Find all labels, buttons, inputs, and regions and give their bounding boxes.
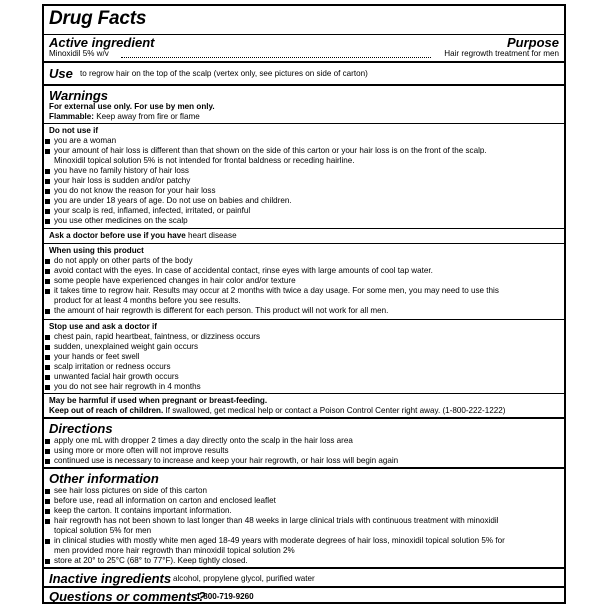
inactive-ingredients-text: alcohol, propylene glycol, purified water xyxy=(173,574,315,583)
list-item: you do not see hair regrowth in 4 months xyxy=(54,382,201,391)
list-item: sudden, unexplained weight gain occurs xyxy=(54,342,198,351)
dot-leader xyxy=(121,57,431,58)
other-information-section xyxy=(44,469,564,569)
list-item-continuation: topical solution 5% for men xyxy=(54,526,152,535)
list-item-continuation: product for at least 4 months before you see results. xyxy=(54,296,241,305)
list-item: you have no family history of hair loss xyxy=(54,166,189,175)
inactive-ingredients-section xyxy=(44,569,564,588)
warnings-heading: Warnings xyxy=(49,88,108,103)
active-ingredient-value: Minoxidil 5% w/v xyxy=(49,49,109,58)
list-item: some people have experienced changes in hair color and/or texture xyxy=(54,276,296,285)
list-item: hair regrowth has not been shown to last longer than 48 weeks in large clinical trials with continuous treatment with minoxidil xyxy=(54,516,499,525)
directions-heading: Directions xyxy=(49,421,113,436)
divider xyxy=(44,319,564,320)
list-item: do not apply on other parts of the body xyxy=(54,256,193,265)
list-item: continued use is necessary to increase and keep your hair regrowth, or hair loss will begin again xyxy=(54,456,399,465)
list-item: see hair loss pictures on side of this carton xyxy=(54,486,207,495)
list-item: scalp irritation or redness occurs xyxy=(54,362,171,371)
list-item: you are a woman xyxy=(54,136,117,145)
list-item: chest pain, rapid heartbeat, faintness, or dizziness occurs xyxy=(54,332,261,341)
list-item-continuation: Minoxidil topical solution 5% is not intended for frontal baldness or receding hairline. xyxy=(54,156,355,165)
list-item: it takes time to regrow hair. Results may occur at 2 months with twice a day usage. For some men, you may need to use this xyxy=(54,286,499,295)
list-item: you are under 18 years of age. Do not use on babies and children. xyxy=(54,196,292,205)
do-not-use-heading: Do not use if xyxy=(49,126,99,135)
list-item: the amount of hair regrowth is different for each person. This product will not work for all men. xyxy=(54,306,389,315)
header-section xyxy=(44,6,564,63)
warnings-section xyxy=(44,86,564,419)
list-item: your scalp is red, inflamed, infected, irritated, or painful xyxy=(54,206,251,215)
list-item: you use other medicines on the scalp xyxy=(54,216,188,225)
divider xyxy=(44,243,564,244)
directions-section xyxy=(44,419,564,469)
flammable-line xyxy=(49,112,200,122)
ask-doctor-label: Ask a doctor before use if you have xyxy=(49,231,186,240)
pregnancy-warning: May be harmful if used when pregnant or breast-feeding. xyxy=(49,396,268,405)
list-item: in clinical studies with mostly white men aged 18-49 years with moderate degrees of hair loss, minoxidil topical solution 5% for xyxy=(54,536,505,545)
flammable-text: Keep away from fire or flame xyxy=(96,112,200,121)
purpose-heading: Purpose xyxy=(506,35,559,50)
list-item: avoid contact with the eyes. In case of accidental contact, rinse eyes with large amounts of cool tap water. xyxy=(54,266,433,275)
use-section xyxy=(44,63,564,86)
ask-doctor-text: heart disease xyxy=(187,231,237,240)
ask-doctor-line xyxy=(49,231,237,241)
drug-facts-panel xyxy=(42,4,566,604)
flammable-label: Flammable: xyxy=(49,112,94,121)
divider xyxy=(44,393,564,394)
questions-heading: Questions or comments? xyxy=(49,589,206,604)
list-item-continuation: men provided more hair regrowth than minoxidil topical solution 2% xyxy=(54,546,295,555)
divider xyxy=(44,228,564,229)
children-warning-line xyxy=(49,406,505,416)
purpose-value: Hair regrowth treatment for men xyxy=(444,49,559,58)
drug-facts-title: Drug Facts xyxy=(49,8,147,29)
list-item: before use, read all information on carton and enclosed leaflet xyxy=(54,496,276,505)
inactive-ingredients-heading: Inactive ingredients xyxy=(49,571,172,586)
divider xyxy=(44,123,564,124)
list-item: using more or more often will not improve results xyxy=(54,446,229,455)
when-using-heading: When using this product xyxy=(49,246,144,255)
list-item: your hair loss is sudden and/or patchy xyxy=(54,176,191,185)
questions-section xyxy=(44,588,564,604)
list-item: apply one mL with dropper 2 times a day directly onto the scalp in the hair loss area xyxy=(54,436,353,445)
active-ingredient-heading: Active ingredient xyxy=(49,35,155,50)
list-item: your amount of hair loss is different than that shown on the side of this carton or your hair loss is on the front of the scalp. xyxy=(54,146,487,155)
children-label: Keep out of reach of children. xyxy=(49,406,164,415)
external-use-text: For external use only. For use by men only. xyxy=(49,102,215,111)
list-item: unwanted facial hair growth occurs xyxy=(54,372,179,381)
stop-use-heading: Stop use and ask a doctor if xyxy=(49,322,157,331)
other-information-heading: Other information xyxy=(49,471,159,486)
list-item: store at 20° to 25°C (68° to 77°F). Keep tightly closed. xyxy=(54,556,248,565)
list-item: your hands or feet swell xyxy=(54,352,140,361)
use-heading: Use xyxy=(49,66,73,81)
list-item: keep the carton. It contains important information. xyxy=(54,506,232,515)
use-text: to regrow hair on the top of the scalp (vertex only, see pictures on side of carton) xyxy=(80,69,368,78)
children-text: If swallowed, get medical help or contact a Poison Control Center right away. (1-800-222-1222) xyxy=(165,406,506,415)
questions-phone: 1-800-719-9260 xyxy=(196,592,254,601)
list-item: you do not know the reason for your hair loss xyxy=(54,186,216,195)
